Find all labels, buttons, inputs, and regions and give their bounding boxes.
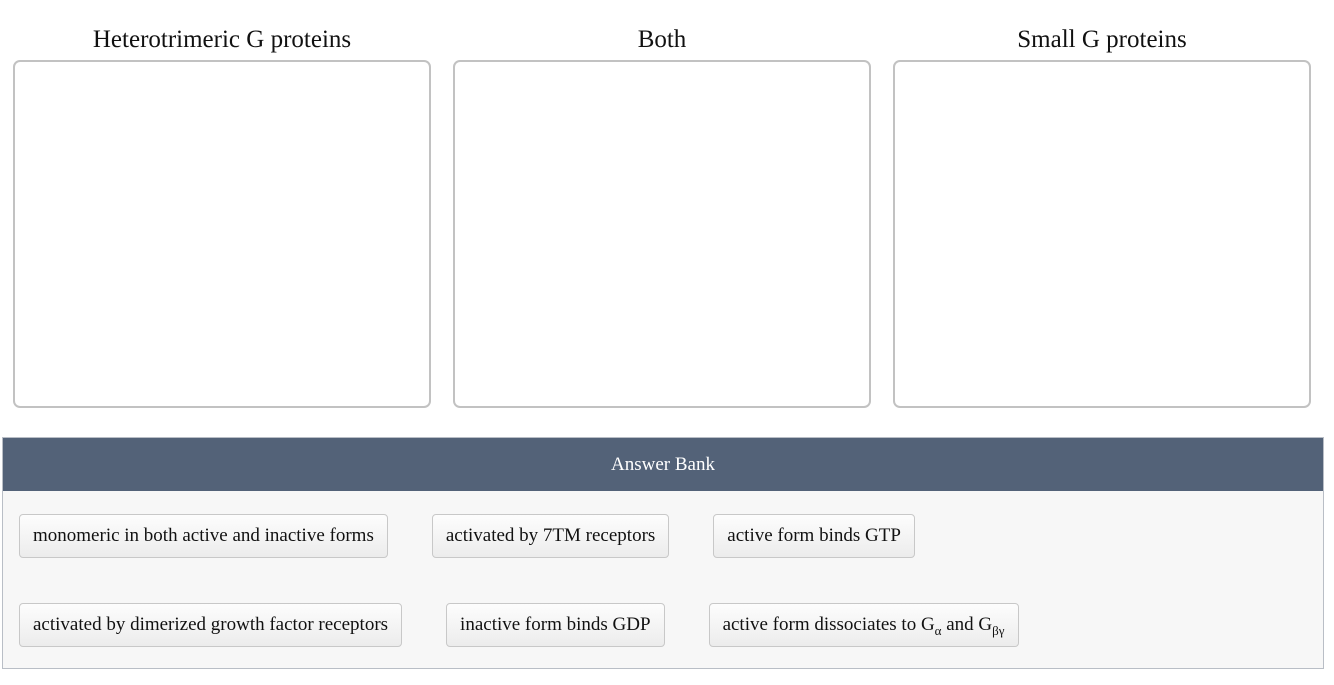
bin-small	[893, 24, 1311, 408]
chip-text: and G	[941, 614, 993, 635]
answer-chip-growth-factor[interactable]: activated by dimerized growth factor receptors	[19, 603, 402, 647]
bin-title: Both	[637, 26, 687, 53]
bin-heterotrimeric	[13, 24, 431, 408]
answer-chip-monomeric[interactable]: monomeric in both active and inactive forms	[19, 514, 388, 558]
answer-bank-row	[19, 514, 915, 558]
drop-zone-both[interactable]	[453, 60, 871, 408]
answer-chip-dissociates[interactable]	[709, 603, 1019, 647]
answer-chip-binds-gdp[interactable]: inactive form binds GDP	[446, 603, 665, 647]
answer-chip-7tm[interactable]: activated by 7TM receptors	[432, 514, 669, 558]
bin-both	[453, 24, 871, 408]
answer-bank-row	[19, 603, 1019, 647]
subscript-alpha: α	[934, 622, 942, 638]
drop-zone-heterotrimeric[interactable]	[13, 60, 431, 408]
answer-bank	[2, 437, 1324, 669]
category-bins	[13, 24, 1311, 408]
chip-text: active form dissociates to G	[722, 614, 935, 635]
answer-chip-binds-gtp[interactable]: active form binds GTP	[713, 514, 915, 558]
subscript-beta-gamma: βγ	[992, 622, 1005, 638]
drop-zone-small[interactable]	[893, 60, 1311, 408]
bin-title: Small G proteins	[1017, 26, 1187, 53]
answer-bank-title: Answer Bank	[3, 438, 1323, 491]
bin-title: Heterotrimeric G proteins	[92, 26, 352, 53]
